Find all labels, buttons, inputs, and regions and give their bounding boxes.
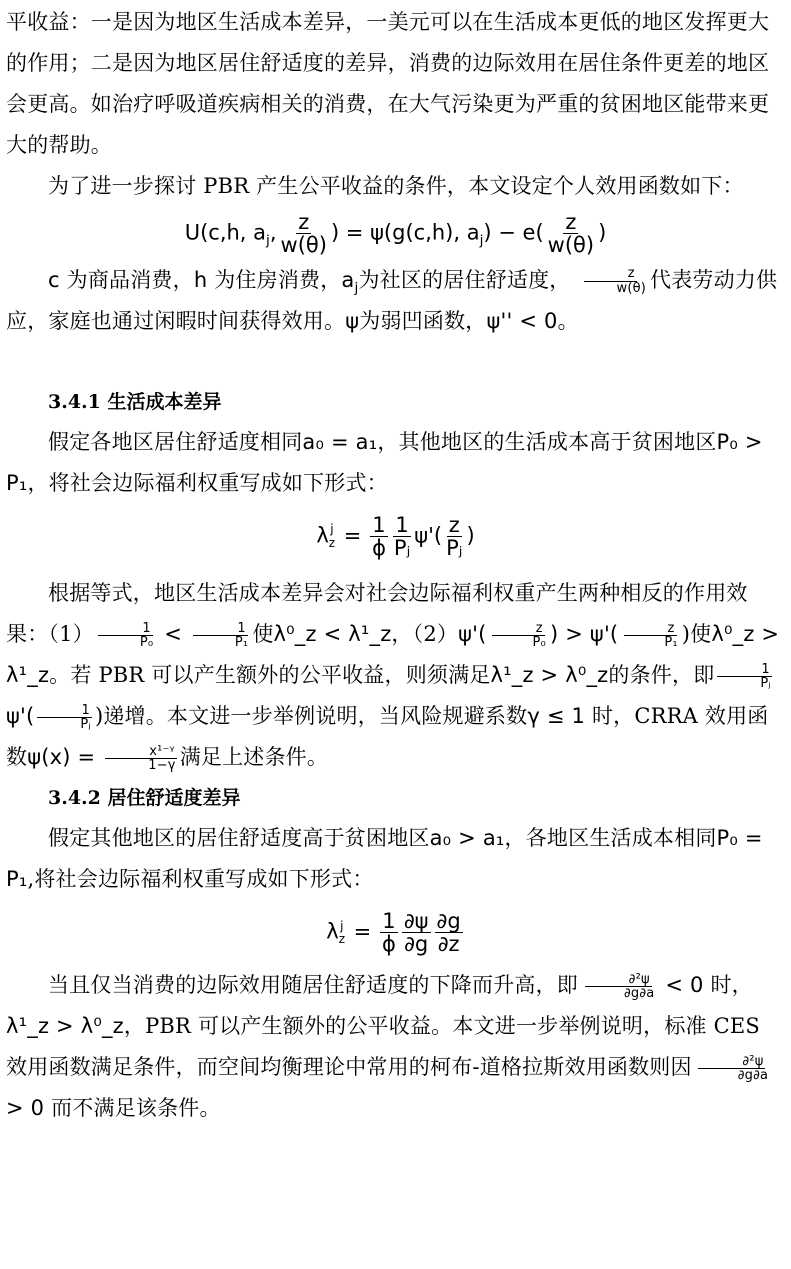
eq1-close: ) bbox=[598, 220, 607, 245]
eq3-sup: j bbox=[340, 918, 344, 933]
paragraph-amenity-condition bbox=[6, 965, 785, 1129]
text-effects-1: 根据等式，地区生活成本差异会对社会边际福利权重产生两种相反的作用效果：（1） bbox=[6, 581, 748, 647]
math-lambda-ineq-4: λ¹_z > λ⁰_z bbox=[6, 1014, 124, 1039]
frac-1-p1: $\frac{1}{\text{P₁}}$ bbox=[191, 622, 250, 650]
labor-frac bbox=[573, 267, 649, 295]
text-assume-2: ，其他地区的生活成本高于贫困地区 bbox=[377, 430, 717, 455]
text-amenity-1: 假定其他地区的居住舒适度高于贫困地区 bbox=[48, 826, 430, 851]
eq3-sub: z bbox=[338, 931, 345, 946]
math-psi-b: ψ'( bbox=[6, 704, 35, 729]
text-c-desc: 为商品消费， bbox=[59, 268, 194, 293]
paragraph-cost-assumption bbox=[6, 422, 785, 504]
text-amenity-3: ,将社会边际福利权重写成如下形式： bbox=[27, 867, 374, 892]
text-cond-3: ，PBR 可以产生额外的公平收益。本文进一步举例说明，标准 CES 效用函数满足条件，而空间均衡理论中常用的柯布-道格拉斯效用函数则因 bbox=[6, 1014, 760, 1080]
text-end: 。 bbox=[557, 309, 579, 334]
eq2-frac2: $\frac{1}{\text{Pⱼ}}$ bbox=[393, 513, 411, 561]
section-heading-3-4-1: 3.4.1 生活成本差异 bbox=[48, 391, 222, 414]
eq3-scripts bbox=[339, 920, 345, 946]
text-cond-1: 当且仅当消费的边际效用随居住舒适度的下降而升高，即 bbox=[48, 973, 578, 998]
text-a-desc: 为社区的居住舒适度， bbox=[358, 268, 571, 293]
paragraph-utility-setup: 为了进一步探讨 PBR 产生公平收益的条件，本文设定个人效用函数如下： bbox=[48, 174, 744, 198]
text-labor-desc: 代表劳动力供应，家庭也通过闲暇时间获得效用。 bbox=[6, 268, 778, 334]
eq1-frac2-den: w(θ) bbox=[547, 233, 595, 258]
math-psi-a: ψ'( bbox=[458, 622, 487, 647]
eq3-frac3: $\frac{\partial g}{\partial z}$ bbox=[436, 909, 461, 957]
eq1-frac-den: w(θ) bbox=[280, 233, 327, 258]
frac-1-pj-2: $\frac{1}{\text{Pⱼ}}$ bbox=[36, 704, 93, 732]
eq1-frac-num: z bbox=[298, 210, 310, 234]
equation-utility bbox=[6, 211, 785, 256]
eq1-lhs: U(c,h, a bbox=[184, 220, 267, 245]
frac-d2psi-2: $\frac{\text{∂²ψ}}{\partial g\partial a}$ bbox=[694, 1055, 770, 1083]
eq3-frac2: $\frac{\partial\psi}{\partial g}$ bbox=[403, 909, 429, 957]
text-effects-3: ，（2） bbox=[391, 622, 459, 647]
math-lambda-ineq-1: λ⁰_z < λ¹_z bbox=[273, 622, 392, 647]
eq1-sub-j: j bbox=[266, 232, 270, 249]
eq2-frac1: $\frac{1}{\phi}$ bbox=[372, 513, 386, 561]
eq1-mid2: ) − e( bbox=[483, 220, 544, 245]
equation-weight-amenity bbox=[6, 910, 785, 955]
math-p-equal: P₀ = P₁ bbox=[6, 826, 763, 892]
math-gt-zero: > 0 bbox=[6, 1096, 45, 1121]
text-cond-4: 而不满足该条件。 bbox=[44, 1096, 221, 1121]
eq2-scripts bbox=[329, 523, 335, 549]
eq1-sep: , bbox=[269, 220, 277, 245]
labor-frac-den: w(θ) bbox=[616, 281, 647, 297]
frac-crra: $\frac{\text{x¹⁻ᵞ}}{1-\gamma}$ bbox=[104, 745, 177, 773]
labor-frac-num: z bbox=[584, 267, 637, 282]
psi-concave: ψ'' < 0 bbox=[486, 309, 558, 334]
var-a-sub: j bbox=[354, 280, 359, 297]
text-effects-6: 的条件，即 bbox=[608, 663, 715, 688]
math-a-equal: a₀ = a₁ bbox=[302, 430, 378, 455]
eq2-close: ) bbox=[466, 523, 475, 548]
text-psi-desc: 为弱凹函数， bbox=[359, 309, 487, 334]
text-effects-7: )递增。本文进一步举例说明，当风险规避系数 bbox=[94, 704, 528, 729]
var-psi: ψ bbox=[345, 309, 360, 334]
eq1-sub-j2: j bbox=[479, 232, 484, 249]
text-assume-3: ，将社会边际福利权重写成如下形式： bbox=[27, 471, 388, 496]
eq2-lambda: λ bbox=[316, 523, 329, 548]
frac-z-p0: $\frac{z}{\text{P₀}}$ bbox=[489, 622, 548, 650]
math-gt: ) > ψ'( bbox=[549, 622, 619, 647]
eq2-frac3: $\frac{z}{\text{Pⱼ}}$ bbox=[446, 513, 463, 561]
math-gamma: γ ≤ 1 bbox=[527, 704, 586, 729]
eq3-lambda: λ bbox=[326, 919, 339, 944]
eq1-frac2-num: z bbox=[565, 210, 577, 234]
math-lambda-ineq-2: λ⁰_z > λ¹_z bbox=[6, 622, 780, 688]
math-a-greater: a₀ > a₁ bbox=[429, 826, 505, 851]
paragraph-amenity-assumption bbox=[6, 818, 785, 900]
frac-1-pj: $\frac{1}{\text{Pⱼ}}$ bbox=[716, 663, 773, 691]
frac-d2psi-1: $\frac{\text{∂²ψ}}{\partial g\partial a}$ bbox=[580, 973, 656, 1001]
math-crra: ψ(x) = bbox=[27, 745, 103, 770]
eq2-sub: z bbox=[328, 535, 336, 550]
eq1-mid: ) = ψ(g(c,h), a bbox=[330, 220, 480, 245]
math-lambda-ineq-3: λ¹_z > λ⁰_z bbox=[490, 663, 609, 688]
frac-z-p1: $\frac{z}{\text{P₁}}$ bbox=[620, 622, 679, 650]
text-effects-8: 时，CRRA 效用函数 bbox=[6, 704, 769, 770]
paragraph-cost-effects bbox=[6, 573, 785, 778]
text-amenity-2: ，各地区生活成本相同 bbox=[504, 826, 717, 851]
paragraph-variables bbox=[6, 260, 785, 342]
math-p-greater: P₀ > P₁ bbox=[6, 430, 763, 496]
paragraph-intro: 平收益：一是因为地区生活成本差异，一美元可以在生活成本更低的地区发挥更大的作用；二是因为地区居住舒适度的差异，消费的边际效用在居住条件更差的地区会更高。如治疗呼吸道疾病相关的消费，在大气污染更为严重的贫困地区能带来更大的帮助。 bbox=[6, 10, 770, 157]
math-lt: < bbox=[157, 622, 189, 647]
equation-weight-cost bbox=[6, 514, 785, 559]
text-effects-9: 满足上述条件。 bbox=[179, 745, 329, 770]
eq2-psi: ψ'( bbox=[414, 523, 443, 548]
var-a: a bbox=[341, 268, 355, 293]
text-h-desc: 为住房消费， bbox=[207, 268, 342, 293]
text-cond-2: 时， bbox=[703, 973, 753, 998]
eq2-sup: j bbox=[330, 522, 334, 537]
eq1-frac2 bbox=[546, 211, 596, 256]
text-effects-2: 使 bbox=[252, 622, 274, 647]
var-h: h bbox=[193, 268, 208, 293]
text-effects-4: )使 bbox=[681, 622, 712, 647]
text-assume-1: 假定各地区居住舒适度相同 bbox=[48, 430, 303, 455]
eq3-frac1: $\frac{1}{\phi}$ bbox=[381, 909, 396, 957]
eq1-frac bbox=[279, 211, 329, 256]
eq2-equals: = bbox=[337, 523, 369, 548]
eq3-equals: = bbox=[347, 919, 378, 944]
text-effects-5: 。若 PBR 可以产生额外的公平收益，则须满足 bbox=[49, 663, 491, 688]
frac-1-p0: $\frac{1}{\text{P₀}}$ bbox=[96, 622, 155, 650]
spacer bbox=[6, 342, 785, 382]
section-heading-3-4-2: 3.4.2 居住舒适度差异 bbox=[48, 787, 241, 810]
math-lt-zero: < 0 bbox=[658, 973, 704, 998]
var-c: c bbox=[48, 268, 60, 293]
